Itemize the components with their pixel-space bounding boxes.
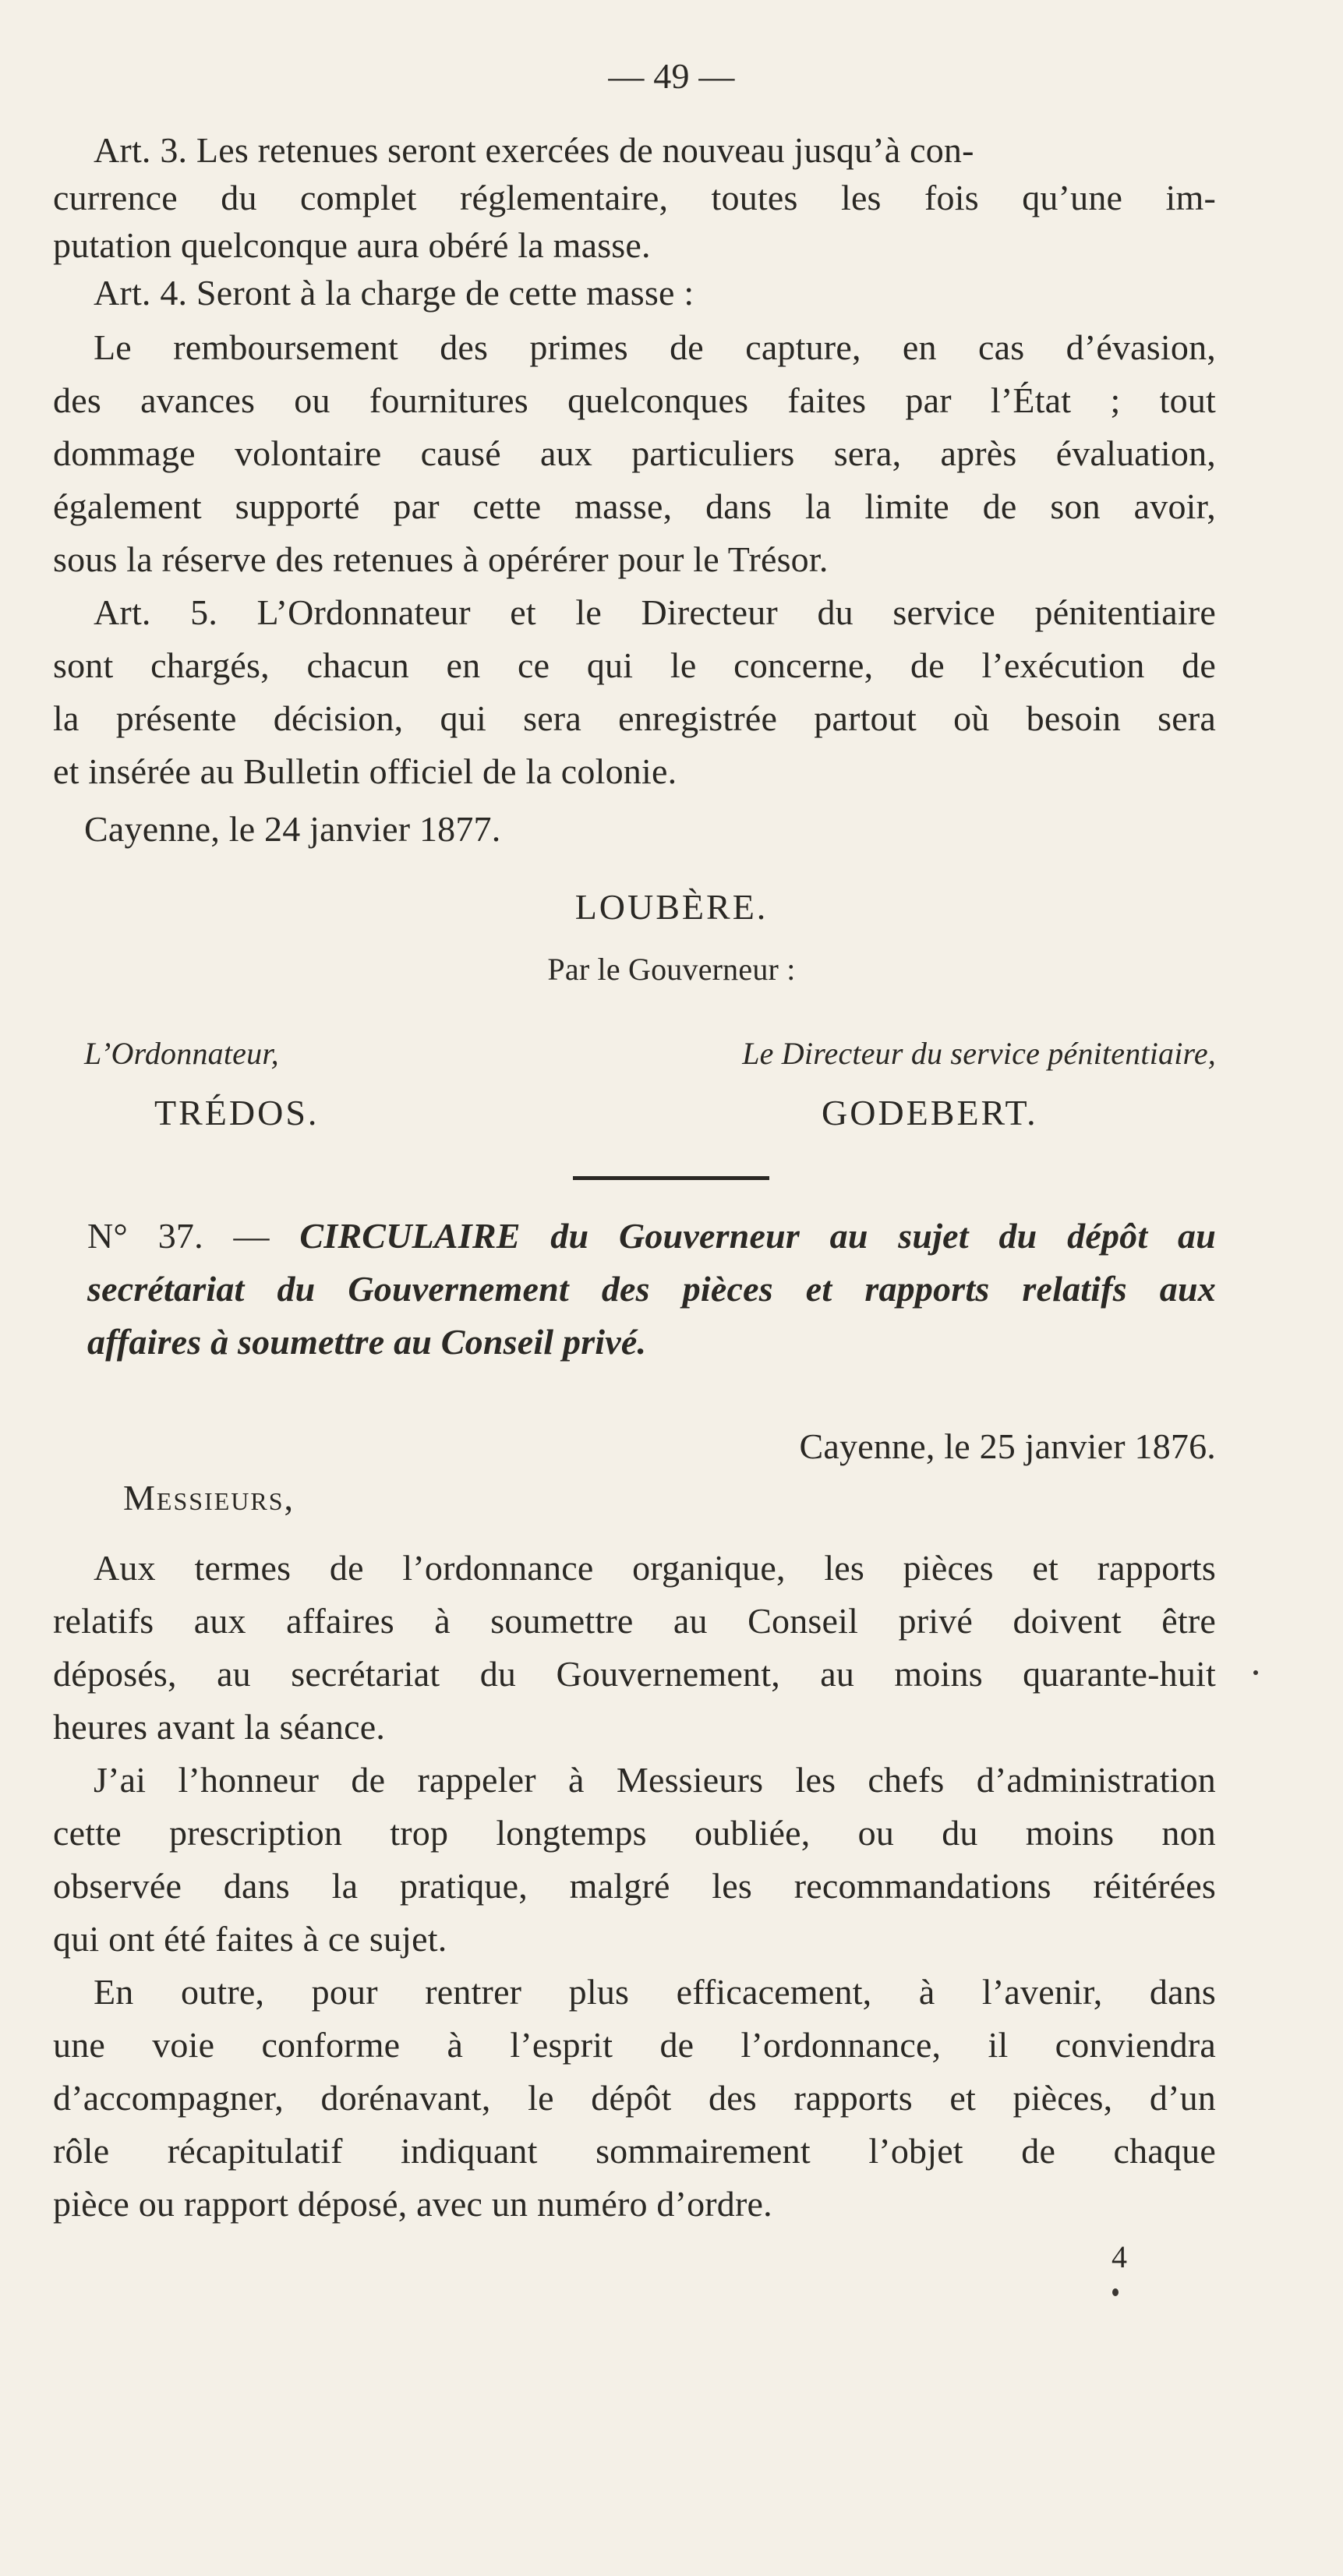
decision-line: Art. 5. L’Ordonnateur et le Directeur du service pénitentiaire <box>94 592 1216 632</box>
body-line: rôle récapitulatif indiquant sommairement l’objet de chaque <box>53 2131 1216 2171</box>
decision-line: la présente décision, qui sera enregistrée partout où besoin sera <box>53 698 1216 738</box>
governor-signature: LOUBÈRE. <box>574 887 769 927</box>
body-line: une voie conforme à l’esprit de l’ordonnance, il conviendra <box>53 2025 1216 2065</box>
body-line: d’accompagner, dorénavant, le dépôt des rapports et pièces, d’un <box>53 2078 1216 2118</box>
par-le-gouverneur: Par le Gouverneur : <box>547 952 796 987</box>
circulaire-heading-line2: secrétariat du Gouvernement des pièces et rapports relatifs aux <box>87 1269 1216 1309</box>
body-line: heures avant la séance. <box>53 1707 386 1747</box>
decision-line: Le remboursement des primes de capture, en cas d’évasion, <box>94 327 1216 367</box>
decision-line: sous la réserve des retenues à opérérer pour le Trésor. <box>53 539 829 579</box>
circulaire-heading-line1 <box>87 1213 1216 1260</box>
place-date: Cayenne, le 24 janvier 1877. <box>84 809 501 849</box>
decision-line: dommage volontaire causé aux particuliers sera, après évaluation, <box>53 433 1216 473</box>
body-line: Aux termes de l’ordonnance organique, les pièces et rapports <box>94 1548 1216 1588</box>
decision-line: currence du complet réglementaire, toutes les fois qu’une im- <box>53 178 1216 217</box>
ordonnateur-name: TRÉDOS. <box>154 1093 320 1133</box>
signature-mark: 4 <box>1112 2239 1128 2274</box>
body-line: J’ai l’honneur de rappeler à Messieurs les chefs d’administration <box>94 1760 1216 1800</box>
circulaire-heading-line3: affaires à soumettre au Conseil privé. <box>87 1322 647 1362</box>
body-line: qui ont été faites à ce sujet. <box>53 1919 447 1959</box>
body-line: déposés, au secrétariat du Gouvernement, au moins quarante-huit <box>53 1654 1216 1694</box>
body-line: cette prescription trop longtemps oubliée, ou du moins non <box>53 1813 1216 1853</box>
directeur-name: GODEBERT. <box>822 1093 1038 1133</box>
circulaire-date: Cayenne, le 25 janvier 1876. <box>799 1426 1216 1466</box>
ordonnateur-title: L’Ordonnateur, <box>84 1036 279 1071</box>
decision-line: Art. 4. Seront à la charge de cette masse : <box>94 273 694 313</box>
body-line: relatifs aux affaires à soumettre au Conseil privé doivent être <box>53 1601 1216 1641</box>
ink-dot <box>1112 2288 1119 2296</box>
body-line: observée dans la pratique, malgré les recommandations réitérées <box>53 1866 1216 1906</box>
decision-line: sont chargés, chacun en ce qui le concerne, de l’exécution de <box>53 645 1216 685</box>
decision-line: des avances ou fournitures quelconques faites par l’État ; tout <box>53 380 1216 420</box>
ink-dot <box>1253 1670 1258 1675</box>
circulaire-title: CIRCULAIRE du Gouverneur au sujet du dépôt au <box>299 1216 1216 1256</box>
body-line: pièce ou rapport déposé, avec un numéro d’ordre. <box>53 2184 772 2224</box>
section-divider <box>573 1176 769 1180</box>
decision-line: Art. 3. Les retenues seront exercées de nouveau jusqu’à con- <box>94 130 974 170</box>
page-number: — 49 — <box>608 56 735 96</box>
decision-line: putation quelconque aura obéré la masse. <box>53 225 651 265</box>
decision-line: et insérée au Bulletin officiel de la colonie. <box>53 751 677 791</box>
body-line: En outre, pour rentrer plus efficacement, à l’avenir, dans <box>94 1972 1216 2012</box>
circulaire-number: N° 37. — <box>87 1216 300 1256</box>
decision-line: également supporté par cette masse, dans la limite de son avoir, <box>53 486 1216 526</box>
directeur-title: Le Directeur du service pénitentiaire, <box>742 1036 1216 1071</box>
salutation: Messieurs, <box>123 1478 295 1518</box>
